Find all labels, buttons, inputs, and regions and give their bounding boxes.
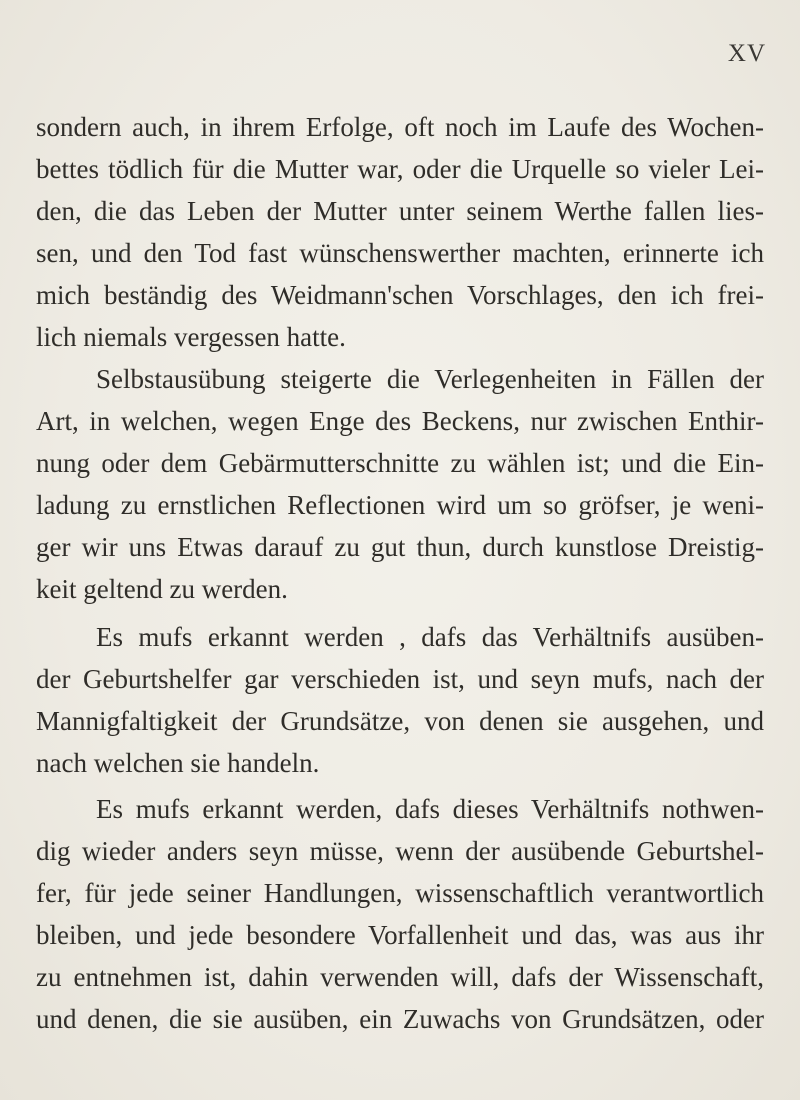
- text-line: sen, und den Tod fast wünschenswerther machten, erinnerte ich: [36, 238, 764, 268]
- text-line: Es mufs erkannt werden, dafs dieses Verhältnifs nothwen-: [96, 794, 764, 824]
- text-line: ger wir uns Etwas darauf zu gut thun, durch kunstlose Dreistig-: [36, 532, 764, 562]
- text-line: nach welchen sie handeln.: [36, 748, 320, 778]
- text-line: den, die das Leben der Mutter unter seinem Werthe fallen lies-: [36, 196, 764, 226]
- text-line: Es mufs erkannt werden , dafs das Verhältnifs ausüben-: [96, 622, 764, 652]
- text-line: ladung zu ernstlichen Reflectionen wird um so gröfser, je weni-: [36, 490, 764, 520]
- text-line: Selbstausübung steigerte die Verlegenheiten in Fällen der: [96, 364, 764, 394]
- text-line: mich beständig des Weidmann'schen Vorschlages, den ich frei-: [36, 280, 764, 310]
- text-line: bettes tödlich für die Mutter war, oder die Urquelle so vieler Lei-: [36, 154, 764, 184]
- text-line: bleiben, und jede besondere Vorfallenheit und das, was aus ihr: [36, 920, 764, 950]
- text-line: sondern auch, in ihrem Erfolge, oft noch im Laufe des Wochen-: [36, 112, 764, 142]
- text-line: dig wieder anders seyn müsse, wenn der ausübende Geburtshel-: [36, 836, 764, 866]
- page-number: XV: [727, 40, 766, 67]
- text-line: nung oder dem Gebärmutterschnitte zu wählen ist; und die Ein-: [36, 448, 764, 478]
- text-line: zu entnehmen ist, dahin verwenden will, dafs der Wissenschaft,: [36, 962, 764, 992]
- text-line: Art, in welchen, wegen Enge des Beckens, nur zwischen Enthir-: [36, 406, 764, 436]
- text-line: und denen, die sie ausüben, ein Zuwachs von Grundsätzen, oder: [36, 1004, 764, 1034]
- text-line: keit geltend zu werden.: [36, 574, 288, 604]
- text-line: fer, für jede seiner Handlungen, wissenschaftlich verantwortlich: [36, 878, 764, 908]
- text-line: lich niemals vergessen hatte.: [36, 322, 346, 352]
- text-line: der Geburtshelfer gar verschieden ist, und seyn mufs, nach der: [36, 664, 764, 694]
- text-line: Mannigfaltigkeit der Grundsätze, von denen sie ausgehen, und: [36, 706, 764, 736]
